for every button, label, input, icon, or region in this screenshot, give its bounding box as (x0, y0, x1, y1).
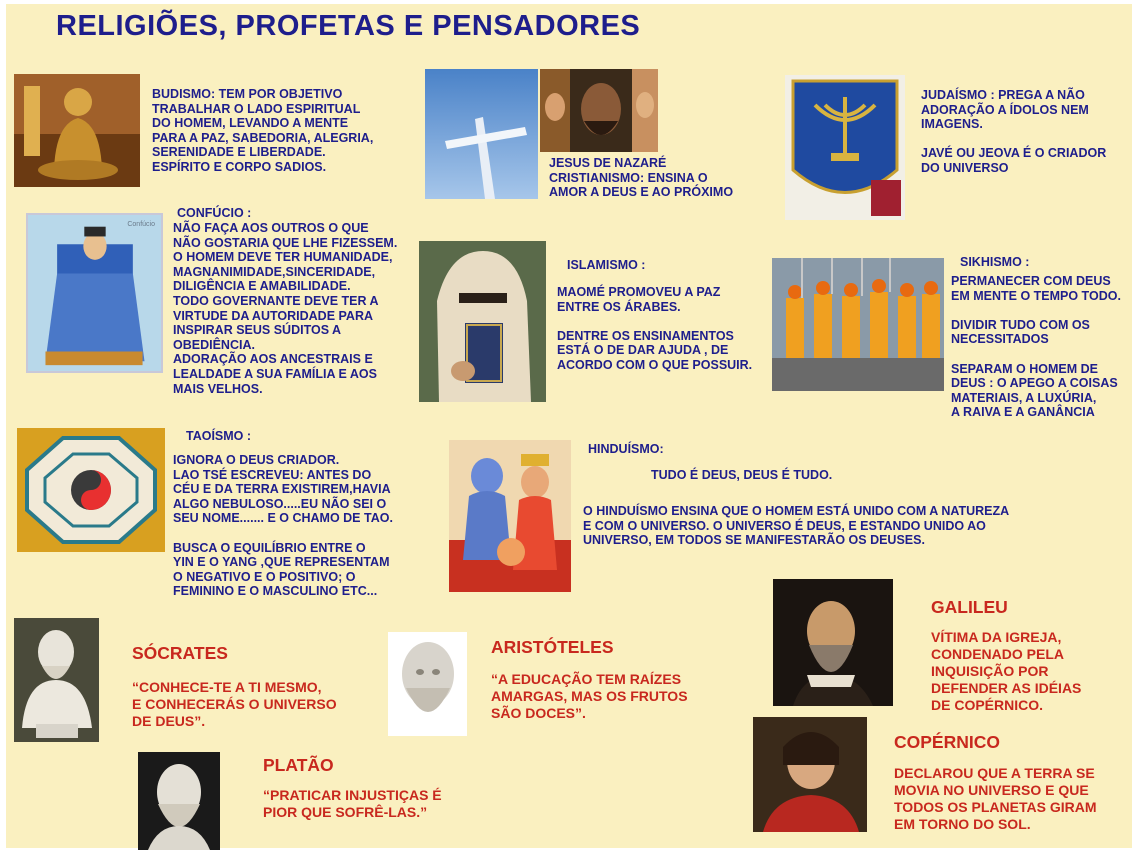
bagua-yin-yang-image (17, 428, 165, 552)
sikhismo-text: PERMANECER COM DEUS EM MENTE O TEMPO TODO. DIVIDIR TUDO COM OS NECESSITADOS SEPARAM O HOMEM DE DEUS : O APEGO A COISAS MATERIAIS, A LUXÚRIA, A RAIVA E A GANÂNCIA (951, 274, 1121, 420)
buddha-image (14, 74, 140, 187)
hinduismo-subtitle: TUDO É DEUS, DEUS É TUDO. (651, 468, 833, 482)
platao-name: PLATÃO (263, 755, 334, 775)
judaismo-text: JUDAÍSMO : PREGA A NÃO ADORAÇÃO A ÍDOLOS NEM IMAGENS. JAVÉ OU JEOVA É O CRIADOR DO UNIVERSO (921, 88, 1107, 175)
plato-bust-image (138, 752, 220, 850)
cross-image (425, 69, 538, 199)
taoismo-heading: TAOÍSMO : (186, 429, 252, 443)
taoismo-text: IGNORA O DEUS CRIADOR. LAO TSÉ ESCREVEU: ANTES DO CÉU E DA TERRA EXISTIREM,HAVIA ALGO NEBULOSO.....EU NÃO SEI O SEU NOME....... E O CHAMO DE TAO. BUSCA O EQUILÍBRIO ENTRE O YIN E O YANG ,QUE REPRESENTAM O NEGATIVO E O POSITIVO; O FEMININO E O MASCULINO ETC... (173, 453, 393, 599)
confucio-text: NÃO FAÇA AOS OUTROS O QUE NÃO GOSTARIA QUE LHE FIZESSEM. O HOMEM DEVE TER HUMANIDADE, MAGNANIMIDADE,SINCERIDADE, DILIGÊNCIA E AMABILIDADE. TODO GOVERNANTE DEVE TER A VIRTUDE DA AUTORIDADE PARA INSPIRAR SEUS SÚDITOS A OBEDIÊNCIA. ADORAÇÃO AOS ANCESTRAIS E LEALDADE A SUA FAMÍLIA E AOS MAIS VELHOS. (173, 221, 398, 396)
copernico-name: COPÉRNICO (894, 732, 1000, 752)
sikh-procession-image (772, 258, 944, 391)
islamismo-text: MAOMÉ PROMOVEU A PAZ ENTRE OS ÁRABES. DENTRE OS ENSINAMENTOS ESTÁ O DE DAR AJUDA , DE ACORDO COM O QUE POSSUIR. (557, 285, 753, 372)
budismo-text: BUDISMO: TEM POR OBJETIVO TRABALHAR O LADO ESPIRITUAL DO HOMEM, LEVANDO A MENTE PARA A PAZ, SABEDORIA, ALEGRIA, SERENIDADE E LIBERDADE. ESPÍRITO E CORPO SADIOS. (152, 87, 374, 174)
muslim-woman-image (419, 241, 546, 402)
platao-quote: “PRATICAR INJUSTIÇAS É PIOR QUE SOFRÊ-LAS.” (263, 787, 442, 820)
hinduismo-text: O HINDUÍSMO ENSINA QUE O HOMEM ESTÁ UNIDO COM A NATUREZA E COM O UNIVERSO. O UNIVERSO É DEUS, E ESTANDO UNIDO AO UNIVERSO, EM TODOS SE MANIFESTARÃO OS DEUSES. (583, 504, 1010, 548)
confucius-image-label: Confúcio (127, 221, 155, 228)
hindu-deities-image (449, 440, 571, 592)
hinduismo-heading: HINDUÍSMO: (588, 442, 664, 456)
israel-emblem-image (785, 75, 905, 220)
socrates-quote: “CONHECE-TE A TI MESMO, E CONHECERÁS O UNIVERSO DE DEUS”. (132, 679, 337, 729)
aristoteles-name: ARISTÓTELES (491, 637, 614, 657)
socrates-bust-image (14, 618, 99, 742)
aristoteles-quote: “A EDUCAÇÃO TEM RAÍZES AMARGAS, MAS OS FRUTOS SÃO DOCES”. (491, 671, 688, 721)
galileu-name: GALILEU (931, 597, 1008, 617)
copernico-text: DECLAROU QUE A TERRA SE MOVIA NO UNIVERSO E QUE TODOS OS PLANETAS GIRAM EM TORNO DO SOL. (894, 765, 1097, 832)
socrates-name: SÓCRATES (132, 643, 228, 663)
galileu-text: VÍTIMA DA IGREJA, CONDENADO PELA INQUISIÇÃO POR DEFENDER AS IDÉIAS DE COPÉRNICO. (931, 629, 1082, 713)
confucius-image (26, 213, 163, 373)
cristianismo-text: JESUS DE NAZARÉ CRISTIANISMO: ENSINA O AMOR A DEUS E AO PRÓXIMO (549, 156, 734, 200)
jesus-portraits-image (540, 69, 658, 152)
galileo-portrait-image (773, 579, 893, 706)
copernicus-portrait-image (753, 717, 867, 832)
aristotle-bust-image (388, 632, 467, 736)
sikhismo-heading: SIKHISMO : (960, 255, 1030, 269)
page-title: RELIGIÕES, PROFETAS E PENSADORES (56, 10, 641, 42)
islamismo-heading: ISLAMISMO : (567, 258, 646, 272)
confucio-heading: CONFÚCIO : (177, 206, 252, 220)
